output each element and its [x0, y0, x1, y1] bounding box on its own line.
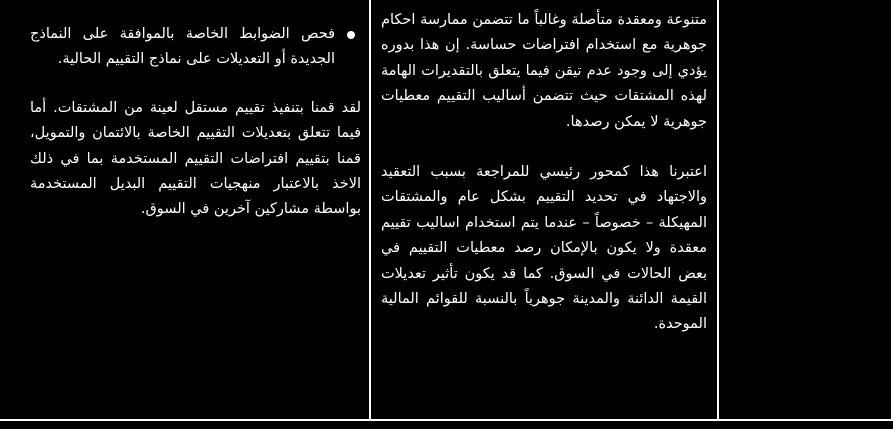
table-column-key-audit-matter	[369, 0, 717, 421]
audit-procedure-bullet	[30, 22, 361, 73]
table-column-audit-response	[0, 0, 369, 421]
bullet-icon	[347, 31, 355, 39]
key-audit-matter-paragraph-2: اعتبرنا هذا كمحور رئيسي للمراجعة بسبب التعقيد والاجتهاد في تحديد التقييم بشكل عام والمشتقات المهيكلة – خصوصاً – عندما يتم استخدام اساليب تقييم معقدة ولا يكون بالإمكان رصد معطيات التقييم في بعض الحالات في السوق. كما قد يكون تأثير تعديلات القيمة الدائنة والمدينة جوهرياً بالنسبة للقوائم المالية الموحدة.	[381, 164, 707, 333]
key-audit-matter-paragraph-1: متنوعة ومعقدة متأصلة وغالباً ما تتضمن ممارسة احكام جوهرية مع استخدام افتراضات حساسة. إن هذا بدوره يؤدي إلى وجود عدم تيقن فيما يتعلق بالتقديرات الهامة لهذه المشتقات حيث تتضمن أساليب التقييم معطيات جوهرية لا يمكن رصدها.	[381, 12, 707, 130]
bullet-text: فحص الضوابط الخاصة بالموافقة على النماذج الجديدة أو التعديلات على نماذج التقييم الحالية.	[30, 26, 335, 68]
table-column-right-empty	[717, 0, 893, 421]
audit-response-paragraph: لقد قمنا بتنفيذ تقييم مستقل لعينة من المشتقات. أما فيما تتعلق بتعديلات التقييم الخاصة بالائتمان والتمويل، قمنا بتقييم افتراضات التقييم المستخدمة بما في ذلك الاخذ بالاعتبار منهجيات التقييم البديل المستخدمة بواسطة مشاركين آخرين في السوق.	[30, 99, 361, 218]
